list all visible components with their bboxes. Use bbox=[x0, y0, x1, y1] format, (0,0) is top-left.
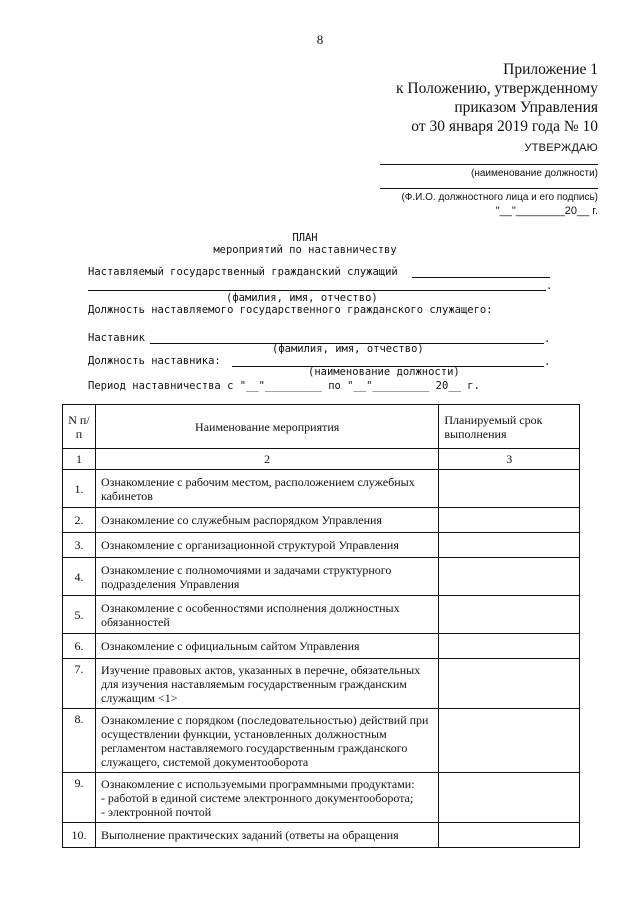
table-row bbox=[63, 533, 580, 558]
plan-title: ПЛАН bbox=[292, 232, 318, 244]
row-number: 10. bbox=[63, 823, 96, 848]
colnum-1: 1 bbox=[63, 449, 96, 470]
row-term bbox=[439, 596, 580, 634]
table-row bbox=[63, 596, 580, 634]
appendix-line-4: от 30 января 2019 года № 10 bbox=[411, 118, 598, 135]
appendix-block bbox=[396, 60, 598, 136]
table-row bbox=[63, 823, 580, 848]
approval-date: "__"________20__ г. bbox=[495, 205, 598, 217]
mentoring-period: Период наставничества с "__"_________ по "__"_________ 20__ г. bbox=[88, 380, 480, 392]
mentor-fio-caption: (фамилия, имя, отчество) bbox=[272, 343, 424, 355]
mentor-position-label: Должность наставника: bbox=[88, 355, 221, 367]
table-row bbox=[63, 709, 580, 773]
row-name: Ознакомление с организационной структурой Управления bbox=[95, 533, 438, 558]
table-row bbox=[63, 508, 580, 533]
row-name: Ознакомление с порядком (последовательностью) действий при осуществлении функции, установленных должностным регламентом наставляемого государственным гражданского служащего, системой документооборота bbox=[95, 709, 438, 773]
appendix-line-1: Приложение 1 bbox=[503, 61, 598, 78]
header-name: Наименование мероприятия bbox=[95, 405, 438, 449]
row-term bbox=[439, 659, 580, 709]
approval-fio-line bbox=[380, 188, 598, 189]
mentor-position-caption: (наименование должности) bbox=[308, 366, 460, 378]
row-name: Ознакомление с рабочим местом, расположением служебных кабинетов bbox=[95, 470, 438, 508]
row-term bbox=[439, 823, 580, 848]
row-number: 7. bbox=[63, 659, 96, 709]
appendix-line-2: к Положению, утвержденному bbox=[395, 80, 598, 97]
row-term bbox=[439, 709, 580, 773]
table-header-row bbox=[63, 405, 580, 449]
table-row bbox=[63, 634, 580, 659]
mentee-label: Наставляемый государственный гражданский служащий bbox=[88, 266, 398, 278]
appendix-line-3: приказом Управления bbox=[454, 99, 598, 116]
colnum-3: 3 bbox=[439, 449, 580, 470]
row-term bbox=[439, 634, 580, 659]
approval-position-line bbox=[380, 164, 598, 165]
row-name: Ознакомление с используемыми программными продуктами: - работой в единой системе электронного документооборота; - электронной почтой bbox=[95, 773, 438, 823]
approval-position-caption: (наименование должности) bbox=[470, 168, 598, 179]
table-colnum-row bbox=[63, 449, 580, 470]
row-name: Ознакомление со служебным распорядком Управления bbox=[95, 508, 438, 533]
table-row bbox=[63, 558, 580, 596]
row-name: Ознакомление с полномочиями и задачами структурного подразделения Управления bbox=[95, 558, 438, 596]
approval-title: УТВЕРЖДАЮ bbox=[524, 142, 598, 154]
colnum-2: 2 bbox=[95, 449, 438, 470]
plan-subtitle: мероприятий по наставничеству bbox=[213, 244, 397, 256]
row-term bbox=[439, 773, 580, 823]
plan-table bbox=[62, 404, 580, 848]
row-name: Выполнение практических заданий (ответы на обращения bbox=[95, 823, 438, 848]
row-term bbox=[439, 558, 580, 596]
row-number: 6. bbox=[63, 634, 96, 659]
approval-fio-caption: (Ф.И.О. должностного лица и его подпись) bbox=[401, 192, 598, 203]
mentee-position-label: Должность наставляемого государственного гражданского служащего: bbox=[88, 304, 493, 316]
mentor-label: Наставник bbox=[88, 332, 145, 344]
row-name: Изучение правовых актов, указанных в перечне, обязательных для изучения наставляемым государственным гражданским служащим <1> bbox=[95, 659, 438, 709]
header-number: N п/п bbox=[63, 405, 96, 449]
table-row bbox=[63, 470, 580, 508]
row-number: 4. bbox=[63, 558, 96, 596]
table-row bbox=[63, 659, 580, 709]
row-number: 9. bbox=[63, 773, 96, 823]
row-term bbox=[439, 470, 580, 508]
row-number: 8. bbox=[63, 709, 96, 773]
row-name: Ознакомление с официальным сайтом Управления bbox=[95, 634, 438, 659]
row-term bbox=[439, 508, 580, 533]
row-number: 2. bbox=[63, 508, 96, 533]
row-number: 3. bbox=[63, 533, 96, 558]
row-name: Ознакомление с особенностями исполнения должностных обязанностей bbox=[95, 596, 438, 634]
row-number: 5. bbox=[63, 596, 96, 634]
page-number: 8 bbox=[316, 32, 324, 47]
mentee-line-1 bbox=[412, 277, 550, 278]
mentee-line-2 bbox=[88, 290, 546, 291]
row-number: 1. bbox=[63, 470, 96, 508]
table-row bbox=[63, 773, 580, 823]
header-term: Планируемый срок выполнения bbox=[439, 405, 580, 449]
mentee-fio-caption: (фамилия, имя, отчество) bbox=[226, 292, 378, 304]
row-term bbox=[439, 533, 580, 558]
